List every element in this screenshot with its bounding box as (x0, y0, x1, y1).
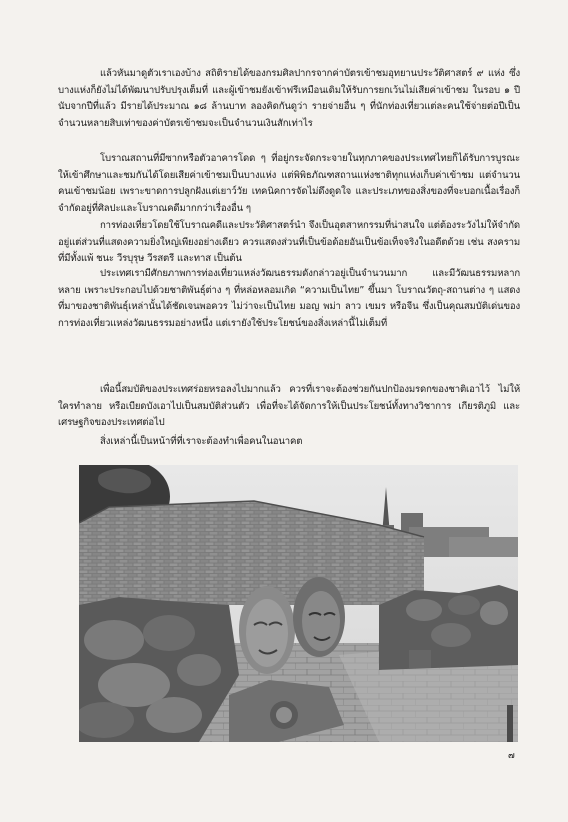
paragraph-6 (58, 434, 520, 451)
paragraph-2-text: โบราณสถานที่มีซากหรือตัวอาคารโดด ๆ ที่อยู่กระจัดกระจายในทุกภาคของประเทศไทยก็ได้รับการบูรณะให้เข้าศึกษาและชมกันได้โดยเสียค่าเข้าชมเป็นบางแห่ง แต่พิพิธภัณฑสถานแห่งชาติทุกแห่งเก็บค่าเข้าชม แต่จำนวนคนเข้าชมน้อย เพราะขาดการปลูกฝังแต่เยาว์วัย เทคนิคการจัดไม่ดึงดูดใจ และประเภทของสิ่งของที่จะบอกเนื้อเรื่องก็จำกัดอยู่ที่ศิลปะและโบราณคดีมากกว่าเรื่องอื่น ๆ (58, 153, 520, 214)
paragraph-5-text: เพื่อนี้สมบัติของประเทศร่อยหรอลงไปมากแล้ว ควรที่เราจะต้องช่วยกันปกป้องมรดกของชาติเอาไว้ ไม่ให้ใครทำลาย หรือเบียดบังเอาไปเป็นสมบัติส่วนตัว เพื่อที่จะได้จัดการให้เป็นประโยชน์ทั้งทางวิชาการ เกียรติภูมิ และเศรษฐกิจของประเทศต่อไป (58, 384, 520, 429)
paragraph-1-text: แล้วหันมาดูตัวเราเองบ้าง สถิติรายได้ของกรมศิลปากรจากค่าบัตรเข้าชมอุทยานประวัติศาสตร์ ๙ แห่ง ซึ่งบางแห่งก็ยังไม่ได้พัฒนาปรับปรุงเต็มที่ และผู้เข้าชมยังเข้าฟรีเหมือนเดิมให้รับการยกเว้นไม่เสียค่าเข้าชม ในรอบ ๑ ปีนับจากปีที่แล้ว มีรายได้ประมาณ ๑๘ ล้านบาท ลองคิดกันดูว่า รายจ่ายอื่น ๆ ที่นักท่องเที่ยวแต่ละคนใช้จ่ายต่อปีเป็นจำนวนหลายสิบเท่าของค่าบัตรเข้าชมจะเป็นจำนวนเงินสักเท่าไร (58, 68, 520, 129)
page-number: ๗ (508, 751, 515, 761)
paragraph-3-text: การท่องเที่ยวโดยใช้โบราณคดีและประวัติศาสตร์นำ จึงเป็นอุตสาหกรรมที่น่าสนใจ แต่ต้องระวังไม่ให้จำกัดอยู่แต่ส่วนที่แสดงความยิ่งใหญ่เพียงอย่างเดียว ควรแสดงส่วนที่เป็นข้อด้อยอันเป็นข้อเท็จจริงในอดีตด้วย เช่น สงครามที่มีทั้งแพ้ ชนะ วีรบุรุษ วีรสตรี และทาส เป็นต้น (58, 220, 520, 265)
paragraph-5 (58, 382, 520, 432)
paragraph-6-text: สิ่งเหล่านี้เป็นหน้าที่ที่เราจะต้องทำเพื่อคนในอนาคต (100, 436, 303, 447)
paragraph-2 (58, 151, 520, 217)
paragraph-3 (58, 218, 520, 268)
paragraph-1 (58, 66, 520, 132)
paragraph-4 (58, 266, 520, 332)
paragraph-4-text: ประเทศเรามีศักยภาพการท่องเที่ยวแหล่งวัฒนธรรมดังกล่าวอยู่เป็นจำนวนมาก และมีวัฒนธรรมหลากหลาย เพราะประกอบไปด้วยชาติพันธุ์ต่าง ๆ ที่หล่อหลอมเกิด “ความเป็นไทย” ขึ้นมา โบราณวัตถุ-สถานต่าง ๆ แสดงที่มาของชาติพันธุ์เหล่านั้นได้ชัดเจนพอควร ไม่ว่าจะเป็นไทย มอญ พม่า ลาว เขมร หรือจีน ซึ่งเป็นคุณสมบัติเด่นของการท่องเที่ยวแหล่งวัฒนธรรมอย่างหนึ่ง แต่เรายังใช้ประโยชน์ของสิ่งเหล่านี้ไม่เต็มที่ (58, 268, 520, 329)
ruins-photograph (79, 465, 518, 742)
